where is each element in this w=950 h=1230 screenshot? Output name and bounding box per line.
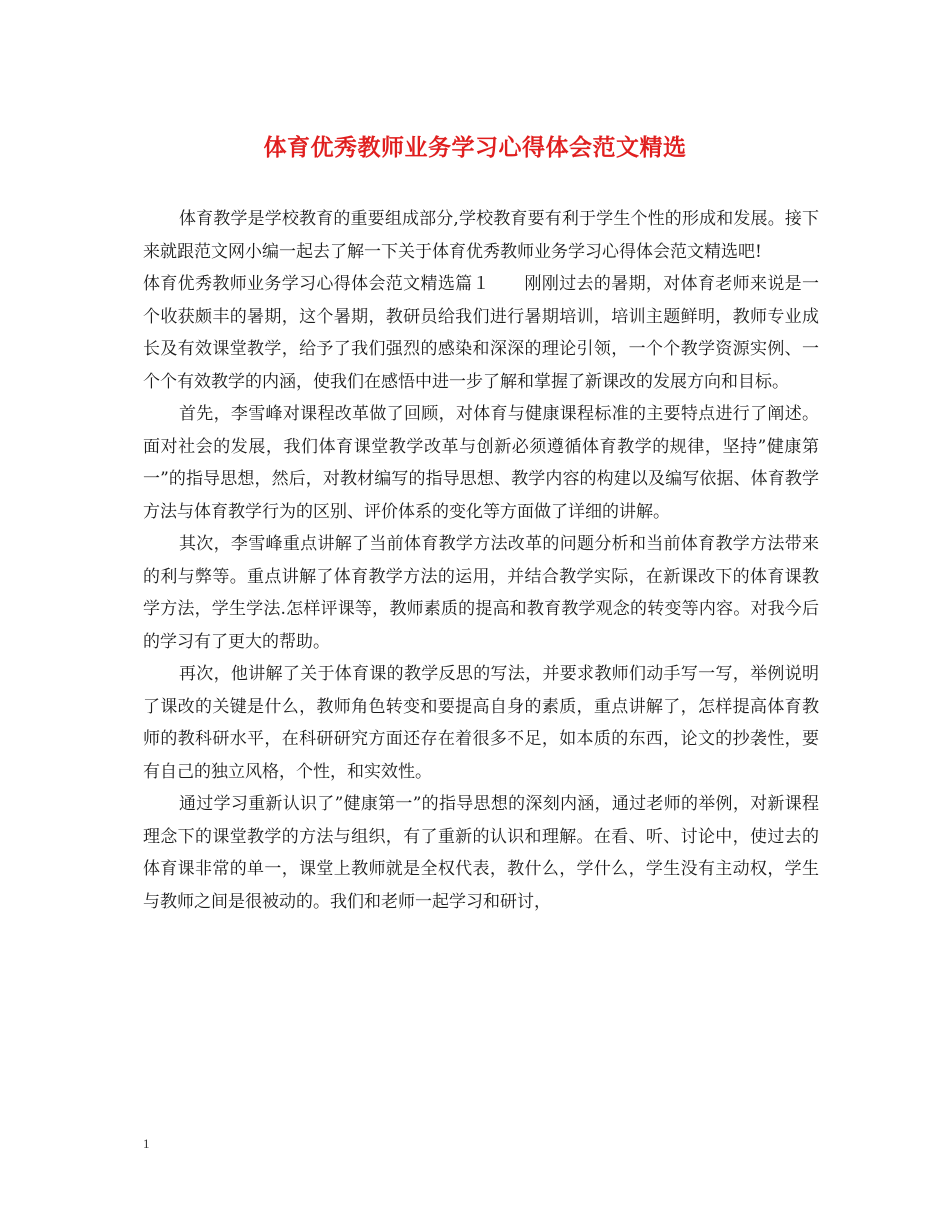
paragraph-third: 再次，他讲解了关于体育课的教学反思的写法，并要求教师们动手写一写，举例说明了课改的关键是什么，教师角色转变和要提高自身的素质，重点讲解了，怎样提高体育教师的教科研水平，在科研研究方面还存在着很多不足，如本质的东西，论文的抄袭性，要有自己的独立风格，个性，和实效性。 [143,664,819,782]
paragraph-intro: 体育教学是学校教育的重要组成部分,学校教育要有利于学生个性的形成和发展。接下来就跟范文网小编一起去了解一下关于体育优秀教师业务学习心得体会范文精选吧! [143,209,819,262]
paragraph-section-1: 体育优秀教师业务学习心得体会范文精选篇１ 刚刚过去的暑期，对体育老师来说是一个收获颇丰的暑期，这个暑期，教研员给我们进行暑期培训，培训主题鲜明，教师专业成长及有效课堂教学，给予了我们强烈的感染和深深的理论引领，一个个教学资源实例、一个个有效教学的内涵，使我们在感悟中进一步了解和掌握了新课改的发展方向和目标。 [143,274,819,392]
document-body [143,203,819,918]
document-title: 体育优秀教师业务学习心得体会范文精选 [263,134,687,161]
page-number: 1 [143,1136,150,1151]
paragraph-fourth: 通过学习重新认识了”健康第一”的指导思想的深刻内涵，通过老师的举例，对新课程理念下的课堂教学的方法与组织，有了重新的认识和理解。在看、听、讨论中，使过去的体育课非常的单一，课堂上教师就是全权代表，教什么，学什么，学生没有主动权，学生与教师之间是很被动的。我们和老师一起学习和研讨， [143,794,819,912]
paragraph-second: 其次，李雪峰重点讲解了当前体育教学方法改革的问题分析和当前体育教学方法带来的利与弊等。重点讲解了体育教学方法的运用，并结合教学实际，在新课改下的体育课教学方法，学生学法.怎样评课等，教师素质的提高和教育教学观念的转变等内容。对我今后的学习有了更大的帮助。 [143,534,819,652]
paragraph-first: 首先，李雪峰对课程改革做了回顾，对体育与健康课程标准的主要特点进行了阐述。面对社会的发展，我们体育课堂教学改革与创新必须遵循体育教学的规律，坚持”健康第一”的指导思想，然后，对教材编写的指导思想、教学内容的构建以及编写依据、体育教学方法与体育教学行为的区别、评价体系的变化等方面做了详细的讲解。 [143,404,819,522]
